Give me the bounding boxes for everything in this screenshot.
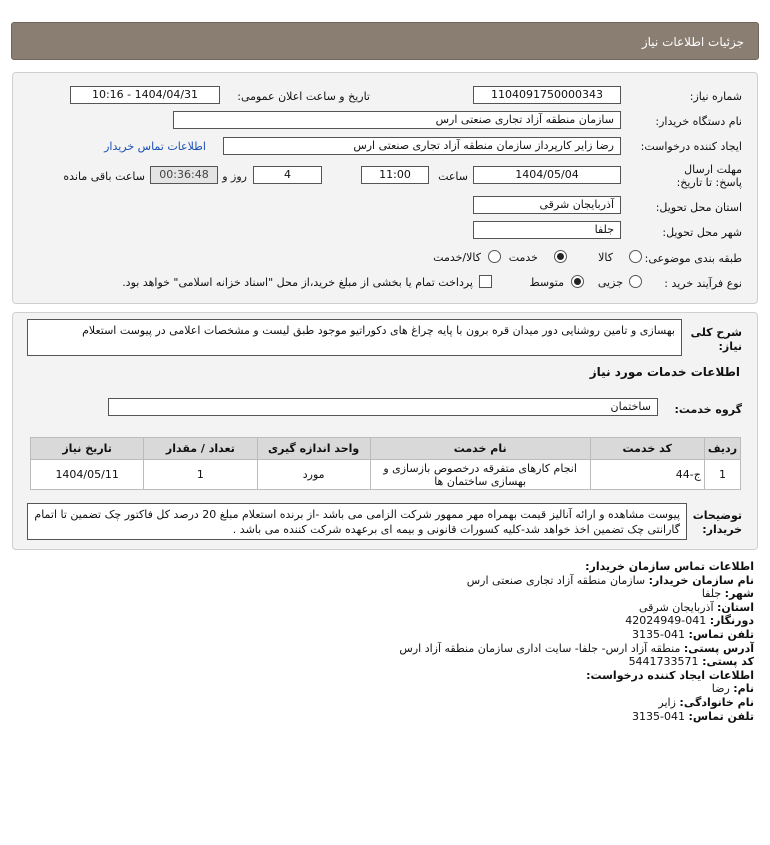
- need-details-panel: [12, 72, 758, 304]
- process-label: نوع فرآیند خرید :: [664, 277, 742, 290]
- summary-text: بهسازی و تامین روشنایی دور میدان قره برون با پایه چراغ های دکوراتیو موجود طبق لیست و مشخصات اعلامی در پیوست استعلام: [27, 319, 682, 356]
- creator-family-line: نام خانوادگی: زایر: [658, 695, 754, 709]
- creator-label: ایجاد کننده درخواست:: [640, 140, 742, 153]
- cell-qty: 1: [144, 460, 257, 490]
- remaining-time-field: 00:36:48: [150, 166, 218, 184]
- cell-date: 1404/05/11: [31, 460, 144, 490]
- category-label: طبقه بندی موضوعی:: [644, 252, 742, 265]
- category-service-radio[interactable]: [554, 250, 567, 263]
- days-label: روز و: [222, 170, 247, 183]
- col-name-header: نام خدمت: [370, 438, 590, 460]
- cell-name: انجام کارهای متفرقه درخصوص بازسازی و بهسازی ساختمان ها: [370, 460, 590, 490]
- contact-province-line: استان: آذربایجان شرقی: [639, 600, 754, 614]
- deadline-time-field: 11:00: [361, 166, 429, 184]
- process-minor-radio[interactable]: [629, 275, 642, 288]
- city-field: جلفا: [473, 221, 621, 239]
- contact-title: اطلاعات تماس سازمان خریدار:: [585, 560, 754, 573]
- time-label: ساعت: [438, 170, 468, 183]
- cell-row: 1: [704, 460, 740, 490]
- contact-city-line: شهر: جلفا: [701, 587, 754, 601]
- page-header: [11, 22, 759, 60]
- province-label: استان محل تحویل:: [655, 201, 742, 214]
- deadline-label: مهلت ارسال پاسخ: تا تاریخ:: [676, 163, 742, 189]
- table-row: [31, 460, 741, 490]
- buyer-org-field: سازمان منطقه آزاد تجاری صنعتی ارس: [173, 111, 621, 129]
- cell-unit: مورد: [257, 460, 370, 490]
- days-field: 4: [253, 166, 322, 184]
- category-goods-radio[interactable]: [629, 250, 642, 263]
- buyer-notes-text: پیوست مشاهده و ارائه آنالیز قیمت بهمراه مهر ممهور شرکت الزامی می باشد -از برنده استعلام مبلغ 20 درصد کل فاکتور چک تضمین تا اتمام گارانتی چک تضمین اخذ خواهد شد-کلیه کسورات قانونی و بیمه ای برعهده شرکت کننده می باشد .: [27, 503, 687, 540]
- deadline-date-field: 1404/05/04: [473, 166, 621, 184]
- col-date-header: تاریخ نیاز: [31, 438, 144, 460]
- creator-phone-line: تلفن تماس: 041-3135: [632, 709, 754, 723]
- services-section-title: اطلاعات خدمات مورد نیاز: [589, 365, 740, 379]
- announce-label: تاریخ و ساعت اعلان عمومی:: [237, 90, 370, 103]
- category-goods-label: کالا: [598, 251, 613, 264]
- city-label: شهر محل تحویل:: [662, 226, 742, 239]
- category-service-label: خدمت: [508, 251, 538, 264]
- service-group-field: ساختمان: [108, 398, 658, 416]
- buyer-notes-label: توضیحات خریدار:: [692, 509, 742, 536]
- creator-name-line: نام: رضا: [711, 682, 754, 696]
- col-qty-header: تعداد / مقدار: [144, 438, 257, 460]
- buyer-org-label: نام دستگاه خریدار:: [655, 115, 742, 128]
- contact-address-line: آدرس پستی: منطقه آزاد ارس- جلفا- سایت اداری سازمان منطقه آزاد ارس: [399, 641, 754, 655]
- contact-info: [254, 560, 754, 723]
- col-code-header: کد خدمت: [590, 438, 704, 460]
- buyer-contact-link[interactable]: اطلاعات تماس خریدار: [104, 140, 206, 153]
- need-number-label: شماره نیاز:: [689, 90, 742, 103]
- process-medium-radio[interactable]: [571, 275, 584, 288]
- col-unit-header: واحد اندازه گیری: [257, 438, 370, 460]
- process-minor-label: جزیی: [597, 276, 623, 289]
- remaining-label: ساعت باقی مانده: [63, 170, 145, 183]
- contact-fax-line: دورنگار: 041-42024949: [625, 614, 754, 628]
- service-group-label: گروه خدمت:: [674, 403, 742, 416]
- category-goods-service-radio[interactable]: [488, 250, 501, 263]
- announce-field: 1404/04/31 - 10:16: [70, 86, 220, 104]
- table-header-row: [31, 438, 741, 460]
- contact-postal-line: کد پستی: 5441733571: [628, 655, 754, 669]
- page-title: جزئیات اطلاعات نیاز: [641, 35, 744, 49]
- summary-label: شرح کلی نیاز:: [690, 326, 742, 353]
- contact-phone-line: تلفن تماس: 041-3135: [632, 627, 754, 641]
- treasury-text: پرداخت تمام یا بخشی از مبلغ خرید،از محل "اسناد خزانه اسلامی" خواهد بود.: [122, 276, 473, 289]
- process-medium-label: متوسط: [529, 276, 564, 289]
- category-goods-service-label: کالا/خدمت: [433, 251, 481, 264]
- contact-org-line: نام سازمان خریدار: سازمان منطقه آزاد تجاری صنعتی ارس: [466, 573, 754, 587]
- need-number-field: 1104091750000343: [473, 86, 621, 104]
- col-row-header: ردیف: [704, 438, 740, 460]
- services-table: [30, 437, 741, 490]
- creator-info-title: اطلاعات ایجاد کننده درخواست:: [586, 668, 754, 682]
- creator-field: رضا زایر کارپرداز سازمان منطقه آزاد تجاری صنعتی ارس: [223, 137, 621, 155]
- cell-code: ج-44: [590, 460, 704, 490]
- treasury-checkbox[interactable]: [479, 275, 492, 288]
- province-field: آذربایجان شرقی: [473, 196, 621, 214]
